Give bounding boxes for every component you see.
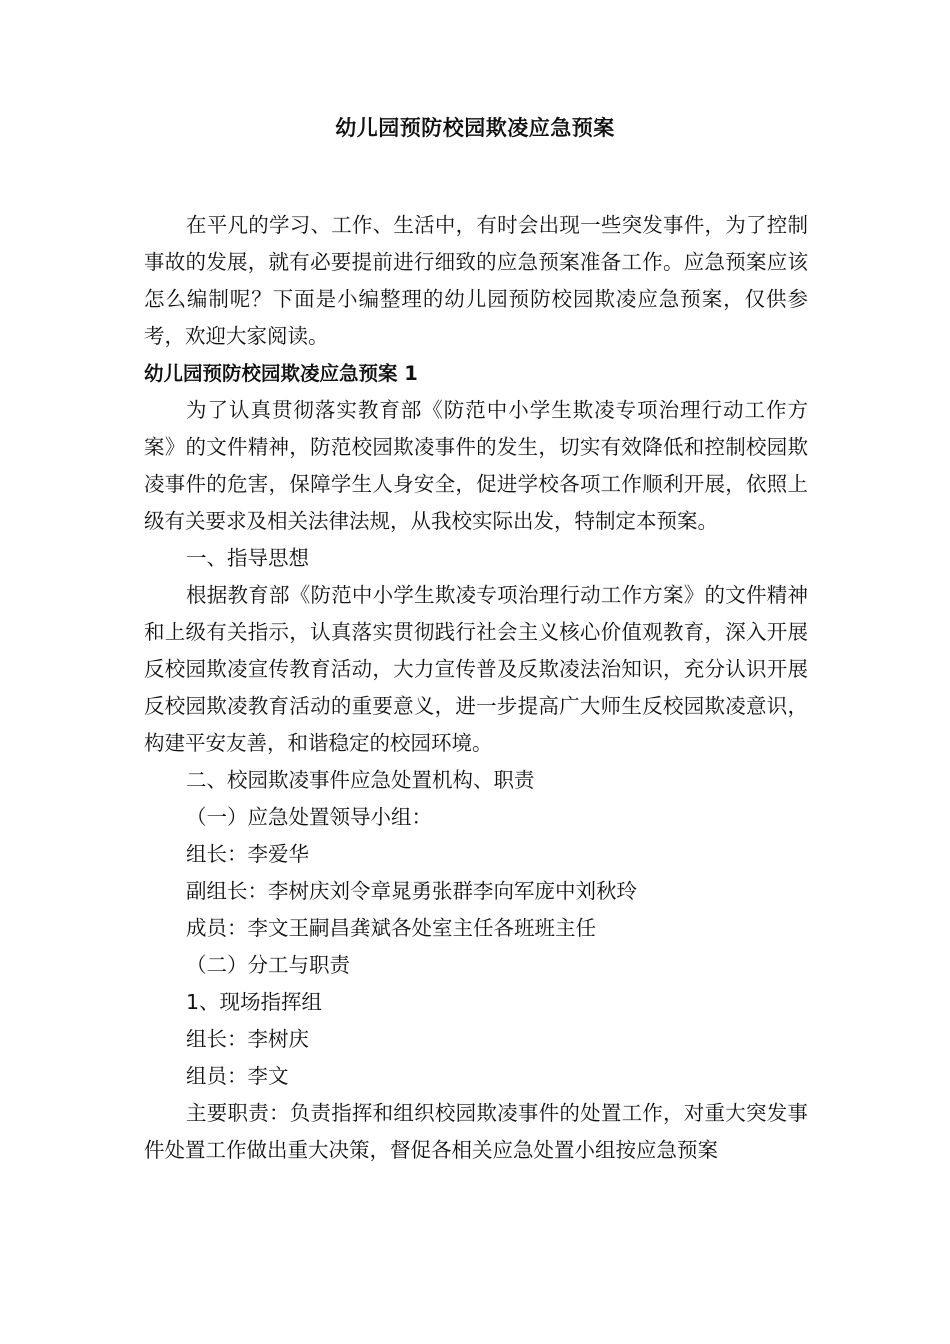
purpose-paragraph: 为了认真贯彻落实教育部《防范中小学生欺凌专项治理行动工作方案》的文件精神，防范校园欺凌事件的发生，切实有效降低和控制校园欺凌事件的危害，保障学生人身安全，促进学校各项工作顺利开展，依照上级有关要求及相关法律法规，从我校实际出发，特制定本预案。 xyxy=(144,398,808,533)
heading-organization: 二、校园欺凌事件应急处置机构、职责 xyxy=(186,768,535,792)
group-command-leader: 组长：李树庆 xyxy=(186,1027,309,1051)
subheading-leadership-group: （一）应急处置领导小组： xyxy=(186,805,432,829)
members-line: 成员：李文王嗣昌龚斌各处室主任各班班主任 xyxy=(186,916,596,940)
subheading-division-of-duties: （二）分工与职责 xyxy=(186,953,350,977)
section-heading: 幼儿园预防校园欺凌应急预案 1 xyxy=(144,362,418,385)
leader-line: 组长：李爱华 xyxy=(186,842,309,866)
group-command-heading: 1、现场指挥组 xyxy=(186,990,323,1014)
document-body xyxy=(144,207,808,1169)
document-title: 幼儿园预防校园欺凌应急预案 xyxy=(335,116,615,140)
group-command-member: 组员：李文 xyxy=(186,1064,289,1088)
intro-paragraph: 在平凡的学习、工作、生活中，有时会出现一些突发事件，为了控制事故的发展，就有必要提前进行细致的应急预案准备工作。应急预案应该怎么编制呢？下面是小编整理的幼儿园预防校园欺凌应急预案，仅供参考，欢迎大家阅读。 xyxy=(144,213,808,348)
guiding-paragraph: 根据教育部《防范中小学生欺凌专项治理行动工作方案》的文件精神和上级有关指示，认真落实贯彻践行社会主义核心价值观教育，深入开展反校园欺凌宣传教育活动，大力宣传普及反欺凌法治知识，充分认识开展反校园欺凌教育活动的重要意义，进一步提高广大师生反校园欺凌意识，构建平安友善，和谐稳定的校园环境。 xyxy=(144,583,808,755)
vice-leaders-line: 副组长：李树庆刘令章晁勇张群李向军庞中刘秋玲 xyxy=(186,879,637,903)
heading-guiding-ideology: 一、指导思想 xyxy=(186,546,309,570)
group-command-duty: 主要职责：负责指挥和组织校园欺凌事件的处置工作，对重大突发事件处置工作做出重大决策，督促各相关应急处置小组按应急预案 xyxy=(144,1101,808,1162)
